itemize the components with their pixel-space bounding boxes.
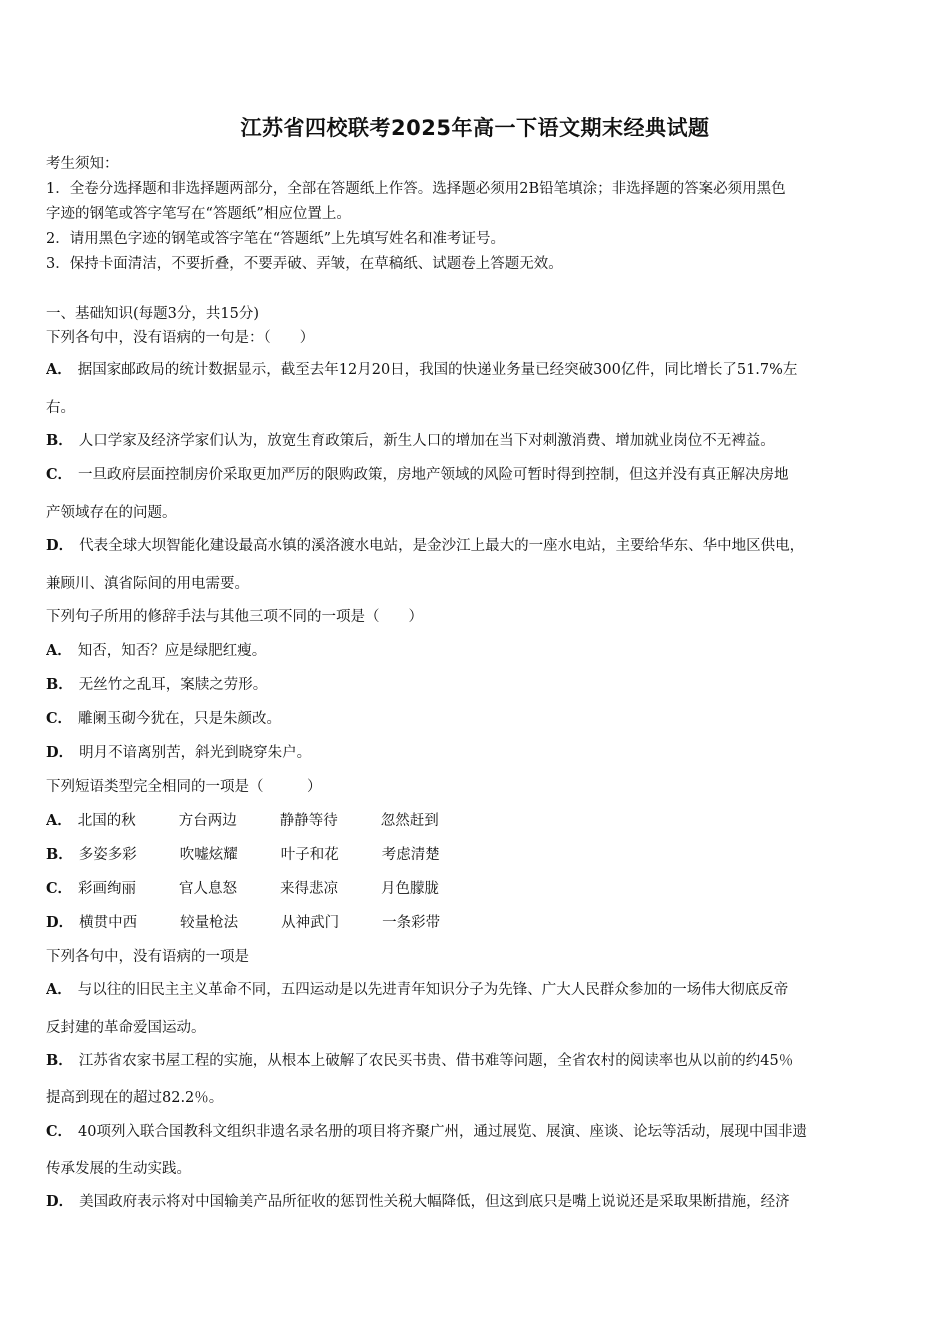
option-label: A． [46, 981, 72, 998]
option-label: C． [46, 1123, 73, 1140]
option-label: D． [46, 914, 74, 931]
option-b [46, 843, 908, 864]
option-text: 明月不谙离别苦，斜光到晓穿朱户。 [79, 745, 312, 761]
option-label: B． [46, 676, 73, 693]
option-a [46, 358, 908, 379]
option-d [46, 741, 908, 762]
option-text: 据国家邮政局的统计数据显示，截至去年12月20日，我国的快递业务量已经突破300亿件，同比增长了51.7%左 [77, 362, 798, 378]
option-label: D． [46, 537, 74, 554]
question-stem: 下列各句中，没有语病的一项是 [46, 949, 249, 965]
phrase: 较量枪法 [180, 915, 239, 931]
phrase: 来得悲凉 [280, 881, 339, 897]
option-continuation: 兼顾川、滇省际间的用电需要。 [46, 576, 249, 592]
option-c [46, 463, 908, 484]
option-text: 与以往的旧民主主义革命不同，五四运动是以先进青年知识分子为先锋、广大人民群众参加的一场伟大彻底反帝 [77, 982, 789, 998]
option-text: 一旦政府层面控制房价采取更加严厉的限购政策，房地产领域的风险可暂时得到控制，但这并没有真正解决房地 [78, 467, 789, 483]
notice-item: 3．保持卡面清洁，不要折叠，不要弄破、弄皱，在草稿纸、试题卷上答题无效。 [46, 256, 563, 272]
question-stem: 下列句子所用的修辞手法与其他三项不同的一项是（ ） [46, 609, 423, 625]
phrase: 彩画绚丽 [78, 881, 137, 897]
option-label: D． [46, 1193, 74, 1210]
phrase: 官人息怒 [179, 881, 238, 897]
phrase: 从神武门 [281, 915, 340, 931]
option-label: B． [46, 432, 73, 449]
option-text: 美国政府表示将对中国输美产品所征收的惩罚性关税大幅降低，但这到底只是嘴上说说还是采取果断措施，经济 [79, 1194, 790, 1210]
option-b [46, 1049, 908, 1070]
phrase: 多姿多彩 [78, 847, 137, 863]
option-label: C． [46, 466, 73, 483]
option-c [46, 707, 908, 728]
notice-item: 1．全卷分选择题和非选择题两部分，全部在答题纸上作答。选择题必须用2B铅笔填涂；非选择题的答案必须用黑色 [46, 181, 786, 197]
option-c [46, 1120, 908, 1141]
option-text: 无丝竹之乱耳，案牍之劳形。 [78, 677, 268, 693]
option-continuation: 提高到现在的超过82.2％。 [46, 1090, 224, 1106]
option-label: A． [46, 642, 72, 659]
option-label: A． [46, 361, 72, 378]
notice-heading: 考生须知： [46, 156, 119, 172]
section-heading: 一、基础知识(每题3分，共15分) [46, 306, 259, 322]
option-continuation: 传承发展的生动实践。 [46, 1161, 191, 1177]
phrase: 考虑清楚 [381, 847, 440, 863]
option-label: D． [46, 744, 74, 761]
phrase: 吹嘘炫耀 [179, 847, 238, 863]
phrase: 横贯中西 [79, 915, 138, 931]
option-d [46, 911, 908, 932]
option-label: C． [46, 710, 73, 727]
option-label: B． [46, 1052, 73, 1069]
option-c [46, 877, 908, 898]
phrase: 北国的秋 [77, 813, 136, 829]
option-label: C． [46, 880, 73, 897]
phrase: 月色朦胧 [381, 881, 440, 897]
phrase: 一条彩带 [382, 915, 441, 931]
phrase: 叶子和花 [280, 847, 339, 863]
option-d [46, 534, 908, 555]
phrase: 静静等待 [279, 813, 338, 829]
notice-item: 字迹的钢笔或答字笔写在“答题纸”相应位置上。 [46, 206, 351, 222]
option-continuation: 右。 [46, 400, 75, 416]
option-continuation: 反封建的革命爱国运动。 [46, 1020, 206, 1036]
option-text: 江苏省农家书屋工程的实施，从根本上破解了农民买书贵、借书难等问题，全省农村的阅读率也从以前的约45％ [78, 1053, 794, 1069]
phrase: 忽然赶到 [380, 813, 439, 829]
option-label: A． [46, 812, 72, 829]
option-text: 代表全球大坝智能化建设最高水镇的溪洛渡水电站，是金沙江上最大的一座水电站，主要给华东、华中地区供电， [79, 538, 805, 554]
option-text: 人口学家及经济学家们认为，放宽生育政策后，新生人口的增加在当下对刺激消费、增加就业岗位不无裨益。 [78, 433, 775, 449]
option-b [46, 429, 908, 450]
option-text: 40项列入联合国教科文组织非遗名录名册的项目将齐聚广州，通过展览、展演、座谈、论坛等活动，展现中国非遗 [78, 1124, 807, 1140]
option-d [46, 1190, 908, 1211]
phrase: 方台两边 [178, 813, 237, 829]
question-stem: 下列各句中，没有语病的一句是：（ ） [46, 330, 315, 346]
option-a [46, 639, 908, 660]
option-a [46, 809, 908, 830]
option-b [46, 673, 908, 694]
option-text: 知否，知否？应是绿肥红瘦。 [77, 643, 267, 659]
option-a [46, 978, 908, 999]
option-label: B． [46, 846, 73, 863]
page-title: 江苏省四校联考2025年高一下语文期末经典试题 [240, 116, 710, 140]
option-text: 雕阑玉砌今犹在，只是朱颜改。 [78, 711, 282, 727]
option-continuation: 产领域存在的问题。 [46, 505, 177, 521]
question-stem: 下列短语类型完全相同的一项是（ ） [46, 779, 322, 795]
notice-item: 2．请用黑色字迹的钢笔或答字笔在“答题纸”上先填写姓名和准考证号。 [46, 231, 506, 247]
